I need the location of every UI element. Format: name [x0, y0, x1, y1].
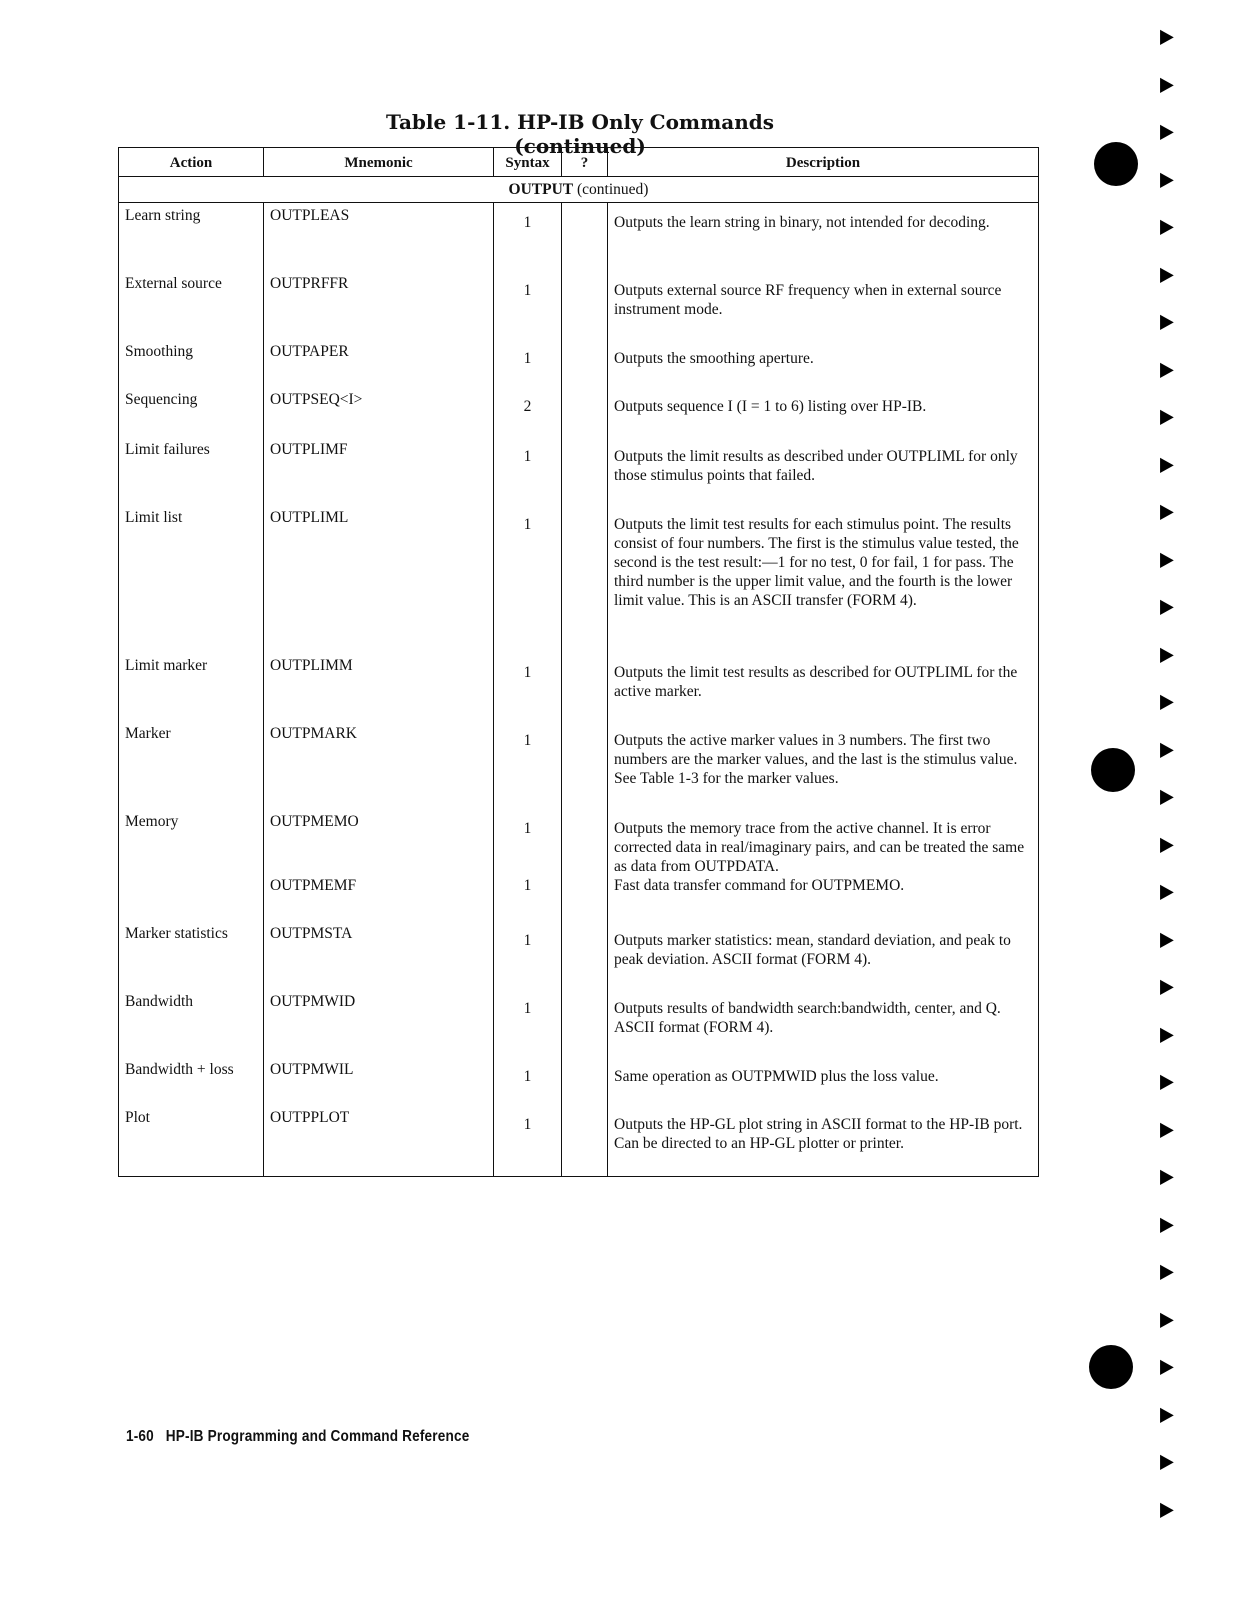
column-header-mnemonic: Mnemonic: [264, 148, 494, 177]
edge-tab-mark: ▶: [1160, 404, 1174, 428]
syntax-cell: 2: [494, 387, 562, 437]
table-header-row: [119, 148, 1039, 177]
table-row: [119, 437, 1039, 505]
syntax-cell: 1: [494, 721, 562, 809]
description-cell: Outputs marker statistics: mean, standard deviation, and peak to peak deviation. ASCII format (FORM 4).: [608, 921, 1039, 989]
table-row: [119, 505, 1039, 653]
edge-tab-mark: ▶: [1160, 452, 1174, 476]
syntax-cell: 1: [494, 203, 562, 271]
description-cell: Outputs the active marker values in 3 numbers. The first two numbers are the marker values, and the last is the stimulus value. See Table 1-3 for the marker values.: [608, 721, 1039, 809]
edge-tab-mark: ▶: [1160, 72, 1174, 96]
table-row: [119, 203, 1039, 271]
edge-tab-mark: ▶: [1160, 594, 1174, 618]
query-cell: [562, 876, 608, 921]
action-cell: Limit marker: [119, 653, 264, 721]
table-row: [119, 876, 1039, 921]
query-cell: [562, 437, 608, 505]
query-cell: [562, 989, 608, 1057]
table-row: [119, 271, 1039, 339]
mnemonic-cell: OUTPMARK: [264, 721, 494, 809]
query-cell: [562, 505, 608, 653]
description-cell: Outputs the memory trace from the active channel. It is error corrected data in real/imaginary pairs, and can be treated the same as data from OUTPDATA.: [608, 809, 1039, 876]
syntax-cell: 1: [494, 653, 562, 721]
mnemonic-cell: OUTPLIML: [264, 505, 494, 653]
description-cell: Outputs the HP-GL plot string in ASCII format to the HP-IB port. Can be directed to an HP-GL plotter or printer.: [608, 1105, 1039, 1177]
edge-tab-mark: ▶: [1160, 357, 1174, 381]
description-cell: Outputs the limit results as described under OUTPLIML for only those stimulus points that failed.: [608, 437, 1039, 505]
syntax-cell: 1: [494, 876, 562, 921]
commands-table: [118, 147, 1039, 1177]
description-cell: Outputs results of bandwidth search:bandwidth, center, and Q. ASCII format (FORM 4).: [608, 989, 1039, 1057]
mnemonic-cell: OUTPPLOT: [264, 1105, 494, 1177]
mnemonic-cell: OUTPAPER: [264, 339, 494, 387]
action-cell: Sequencing: [119, 387, 264, 437]
edge-tab-mark: ▶: [1160, 1212, 1174, 1236]
description-cell: Outputs the smoothing aperture.: [608, 339, 1039, 387]
mnemonic-cell: OUTPLIMM: [264, 653, 494, 721]
table-title: Table 1-11. HP-IB Only Commands (continued): [385, 110, 774, 158]
table-row: [119, 1105, 1039, 1177]
edge-tab-mark: ▶: [1160, 737, 1174, 761]
syntax-cell: 1: [494, 505, 562, 653]
mnemonic-cell: OUTPRFFR: [264, 271, 494, 339]
edge-tab-mark: ▶: [1160, 879, 1174, 903]
table-row: [119, 387, 1039, 437]
query-cell: [562, 339, 608, 387]
mnemonic-cell: OUTPMSTA: [264, 921, 494, 989]
table-row: [119, 1057, 1039, 1105]
edge-tab-mark: ▶: [1160, 262, 1174, 286]
column-header-syntax: Syntax: [494, 148, 562, 177]
edge-tab-mark: ▶: [1160, 927, 1174, 951]
query-cell: [562, 1105, 608, 1177]
edge-tab-mark: ▶: [1160, 1069, 1174, 1093]
query-cell: [562, 653, 608, 721]
section-name: OUTPUT: [508, 181, 574, 198]
section-row: [119, 177, 1039, 203]
edge-tab-mark: ▶: [1160, 642, 1174, 666]
table-row: [119, 921, 1039, 989]
action-cell: Limit failures: [119, 437, 264, 505]
mnemonic-cell: OUTPLIMF: [264, 437, 494, 505]
syntax-cell: 1: [494, 339, 562, 387]
edge-tab-mark: ▶: [1160, 499, 1174, 523]
edge-tab-mark: ▶: [1160, 1164, 1174, 1188]
edge-tab-mark: ▶: [1160, 784, 1174, 808]
table-row: [119, 989, 1039, 1057]
action-cell: Plot: [119, 1105, 264, 1177]
section-label: [119, 177, 1039, 203]
edge-tab-mark: ▶: [1160, 1259, 1174, 1283]
description-cell: Outputs the limit test results for each stimulus point. The results consist of four numbers. The first is the stimulus value tested, the second is the test result:—1 for no test, 0 for fail, 1 for pass. The third number is the upper limit value, and the fourth is the lower limit value. This is an ASCII transfer (FORM 4).: [608, 505, 1039, 653]
query-cell: [562, 809, 608, 876]
description-cell: Outputs the limit test results as described for OUTPLIML for the active marker.: [608, 653, 1039, 721]
edge-tab-mark: ▶: [1160, 547, 1174, 571]
description-cell: Outputs the learn string in binary, not intended for decoding.: [608, 203, 1039, 271]
page-footer: [126, 1428, 469, 1446]
punch-hole: [1089, 1345, 1133, 1389]
punch-hole: [1091, 748, 1135, 792]
mnemonic-cell: OUTPMWID: [264, 989, 494, 1057]
table-row: [119, 653, 1039, 721]
syntax-cell: 1: [494, 809, 562, 876]
edge-tab-mark: ▶: [1160, 1449, 1174, 1473]
edge-tab-mark: ▶: [1160, 832, 1174, 856]
action-cell: External source: [119, 271, 264, 339]
edge-tab-mark: ▶: [1160, 689, 1174, 713]
action-cell: Learn string: [119, 203, 264, 271]
edge-tab-mark: ▶: [1160, 1402, 1174, 1426]
query-cell: [562, 921, 608, 989]
mnemonic-cell: OUTPLEAS: [264, 203, 494, 271]
action-cell: Marker statistics: [119, 921, 264, 989]
action-cell: Bandwidth + loss: [119, 1057, 264, 1105]
edge-tab-mark: ▶: [1160, 1497, 1174, 1521]
column-header-action: Action: [119, 148, 264, 177]
edge-tab-mark: ▶: [1160, 974, 1174, 998]
edge-tab-mark: ▶: [1160, 1022, 1174, 1046]
description-cell: Outputs sequence I (I = 1 to 6) listing over HP-IB.: [608, 387, 1039, 437]
syntax-cell: 1: [494, 1105, 562, 1177]
mnemonic-cell: OUTPMWIL: [264, 1057, 494, 1105]
footer-text: HP-IB Programming and Command Reference: [165, 1428, 470, 1445]
syntax-cell: 1: [494, 989, 562, 1057]
edge-tab-mark: ▶: [1160, 24, 1174, 48]
syntax-cell: 1: [494, 437, 562, 505]
action-cell: Limit list: [119, 505, 264, 653]
query-cell: [562, 271, 608, 339]
query-cell: [562, 721, 608, 809]
edge-tab-mark: ▶: [1160, 214, 1174, 238]
table-row: [119, 809, 1039, 876]
action-cell: Memory: [119, 809, 264, 876]
action-cell: Bandwidth: [119, 989, 264, 1057]
mnemonic-cell: OUTPMEMO: [264, 809, 494, 876]
action-cell: Marker: [119, 721, 264, 809]
edge-tab-mark: ▶: [1160, 1117, 1174, 1141]
query-cell: [562, 387, 608, 437]
syntax-cell: 1: [494, 921, 562, 989]
description-cell: Outputs external source RF frequency when in external source instrument mode.: [608, 271, 1039, 339]
section-suffix: (continued): [573, 181, 649, 198]
action-cell: Smoothing: [119, 339, 264, 387]
query-cell: [562, 1057, 608, 1105]
mnemonic-cell: OUTPMEMF: [264, 876, 494, 921]
page-number: 1-60: [126, 1428, 154, 1445]
edge-tab-mark: ▶: [1160, 309, 1174, 333]
table-row: [119, 339, 1039, 387]
column-header-description: Description: [608, 148, 1039, 177]
syntax-cell: 1: [494, 1057, 562, 1105]
query-cell: [562, 203, 608, 271]
action-cell: [119, 876, 264, 921]
syntax-cell: 1: [494, 271, 562, 339]
edge-tab-mark: ▶: [1160, 167, 1174, 191]
mnemonic-cell: OUTPSEQ<I>: [264, 387, 494, 437]
edge-tab-mark: ▶: [1160, 1307, 1174, 1331]
punch-hole: [1094, 142, 1138, 186]
edge-tab-mark: ▶: [1160, 119, 1174, 143]
table-row: [119, 721, 1039, 809]
edge-tab-mark: ▶: [1160, 1354, 1174, 1378]
description-cell: Fast data transfer command for OUTPMEMO.: [608, 876, 1039, 921]
description-cell: Same operation as OUTPMWID plus the loss value.: [608, 1057, 1039, 1105]
column-header-query: ?: [562, 148, 608, 177]
